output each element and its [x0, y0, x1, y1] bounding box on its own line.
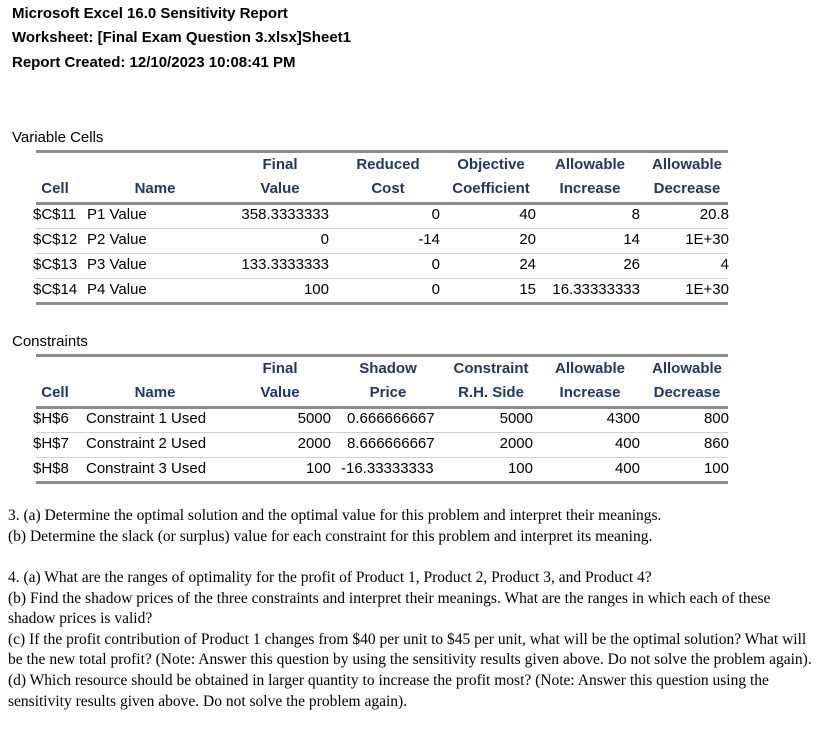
- c-row-final: 5000: [297, 410, 331, 427]
- constraints-title: Constraints: [12, 333, 88, 350]
- question-4b: (b) Find the shadow prices of the three constraints and interpret their meanings. What are the ranges in which each of these shadow prices is valid?: [8, 589, 771, 628]
- variable-cells-bottom-rule: [36, 302, 728, 305]
- vc-row-cell: $C$12: [33, 231, 78, 248]
- vc-row-objective: 15: [519, 281, 536, 298]
- report-created: Report Created: 12/10/2023 10:08:41 PM: [12, 54, 296, 71]
- vc-header-name: Name: [134, 180, 176, 197]
- c-row-name: Constraint 1 Used: [86, 410, 207, 427]
- c-row-name: Constraint 3 Used: [86, 460, 207, 477]
- c-header-cell: Cell: [41, 384, 69, 401]
- vc-row-cell: $C$13: [33, 256, 78, 273]
- c-header-decrease-1: Allowable: [651, 360, 723, 377]
- vc-header-cell: Cell: [41, 180, 69, 197]
- vc-row-cell: $C$14: [33, 281, 78, 298]
- question-4a: 4. (a) What are the ranges of optimality for the profit of Product 1, Product 2, Product 3, and Product 4?: [8, 569, 652, 586]
- report-worksheet: Worksheet: [Final Exam Question 3.xlsx]Sheet1: [12, 29, 351, 46]
- c-row-increase: 400: [614, 460, 640, 477]
- c-row-rhs: 5000: [499, 410, 533, 427]
- constraints-bottom-rule: [36, 481, 728, 484]
- c-row-shadow: 0.666666667: [347, 410, 435, 427]
- variable-cells-title: Variable Cells: [12, 129, 104, 146]
- vc-row-name: P1 Value: [87, 206, 147, 223]
- c-row-rhs: 100: [507, 460, 533, 477]
- vc-row-increase: 8: [631, 206, 640, 223]
- vc-row-name: P4 Value: [87, 281, 147, 298]
- c-header-final-2: Value: [260, 384, 300, 401]
- c-row-cell: $H$8: [33, 460, 69, 477]
- c-header-rhs-2: R.H. Side: [458, 384, 524, 401]
- question-3b: (b) Determine the slack (or surplus) value for each constraint for this problem and interpret its meaning.: [8, 527, 653, 545]
- c-row-decrease: 100: [703, 460, 729, 477]
- row-divider: [36, 228, 728, 229]
- question-4c: (c) If the profit contribution of Product 1 changes from $40 per unit to $45 per unit, what will be the optimal solution? What will be the new total profit? (Note: Answer this question by using the sensitivity results given above. Do not solve the problem again).: [8, 630, 812, 669]
- c-header-final-1: Final: [262, 360, 298, 377]
- constraints-header-rule: [36, 406, 728, 409]
- c-header-name: Name: [134, 384, 176, 401]
- vc-row-reduced: 0: [431, 256, 440, 273]
- report-title: Microsoft Excel 16.0 Sensitivity Report: [12, 5, 288, 22]
- vc-header-increase-1: Allowable: [554, 156, 626, 173]
- c-row-final: 2000: [297, 435, 331, 452]
- vc-row-objective: 24: [519, 256, 536, 273]
- c-header-rhs-1: Constraint: [453, 360, 529, 377]
- question-3: [8, 506, 820, 547]
- c-row-name: Constraint 2 Used: [86, 435, 207, 452]
- vc-row-increase: 16.33333333: [552, 281, 640, 298]
- constraints-top-rule: [36, 354, 728, 357]
- vc-row-decrease: 1E+30: [685, 231, 729, 248]
- question-3a: 3. (a) Determine the optimal solution and the optimal value for this problem and interpret their meanings.: [8, 507, 662, 524]
- row-divider: [36, 432, 728, 433]
- row-divider: [36, 253, 728, 254]
- vc-row-reduced: 0: [431, 206, 440, 223]
- question-4: [8, 568, 820, 712]
- vc-row-reduced: 0: [431, 281, 440, 298]
- c-row-final: 100: [305, 460, 331, 477]
- c-row-shadow: -16.33333333: [341, 460, 434, 477]
- c-header-shadow-1: Shadow: [359, 360, 417, 377]
- c-row-decrease: 860: [703, 435, 729, 452]
- vc-row-objective: 20: [519, 231, 536, 248]
- vc-header-final-1: Final: [262, 156, 298, 173]
- vc-row-objective: 40: [519, 206, 536, 223]
- vc-row-decrease: 4: [720, 256, 729, 273]
- vc-header-increase-2: Increase: [559, 180, 621, 197]
- vc-row-final: 0: [320, 231, 329, 248]
- c-header-decrease-2: Decrease: [653, 384, 721, 401]
- vc-header-final-2: Value: [260, 180, 300, 197]
- c-row-shadow: 8.666666667: [347, 435, 435, 452]
- c-header-shadow-2: Price: [369, 384, 407, 401]
- vc-header-objective-2: Coefficient: [452, 180, 530, 197]
- question-4d: (d) Which resource should be obtained in larger quantity to increase the profit most? (Note: Answer this question using the sensitivity results given above. Do not solve the problem again).: [8, 671, 769, 710]
- vc-row-decrease: 20.8: [699, 206, 729, 223]
- vc-row-final: 100: [303, 281, 329, 298]
- vc-row-increase: 14: [623, 231, 640, 248]
- vc-row-cell: $C$11: [33, 206, 77, 223]
- vc-row-decrease: 1E+30: [685, 281, 729, 298]
- vc-header-reduced-2: Cost: [371, 180, 405, 197]
- vc-row-reduced: -14: [418, 231, 440, 248]
- row-divider: [36, 278, 728, 279]
- vc-row-final: 358.3333333: [241, 206, 329, 223]
- variable-cells-top-rule: [36, 150, 728, 153]
- vc-row-increase: 26: [623, 256, 640, 273]
- vc-row-name: P2 Value: [87, 231, 147, 248]
- variable-cells-header-rule: [36, 202, 728, 205]
- c-header-increase-2: Increase: [559, 384, 621, 401]
- c-header-increase-1: Allowable: [554, 360, 626, 377]
- vc-header-objective-1: Objective: [457, 156, 525, 173]
- c-row-increase: 4300: [606, 410, 640, 427]
- c-row-cell: $H$7: [33, 435, 69, 452]
- c-row-cell: $H$6: [33, 410, 69, 427]
- vc-header-reduced-1: Reduced: [356, 156, 420, 173]
- c-row-rhs: 2000: [499, 435, 533, 452]
- row-divider: [36, 457, 728, 458]
- c-row-decrease: 800: [703, 410, 729, 427]
- vc-header-decrease-1: Allowable: [651, 156, 723, 173]
- vc-row-name: P3 Value: [87, 256, 147, 273]
- vc-header-decrease-2: Decrease: [653, 180, 721, 197]
- c-row-increase: 400: [614, 435, 640, 452]
- vc-row-final: 133.3333333: [241, 256, 329, 273]
